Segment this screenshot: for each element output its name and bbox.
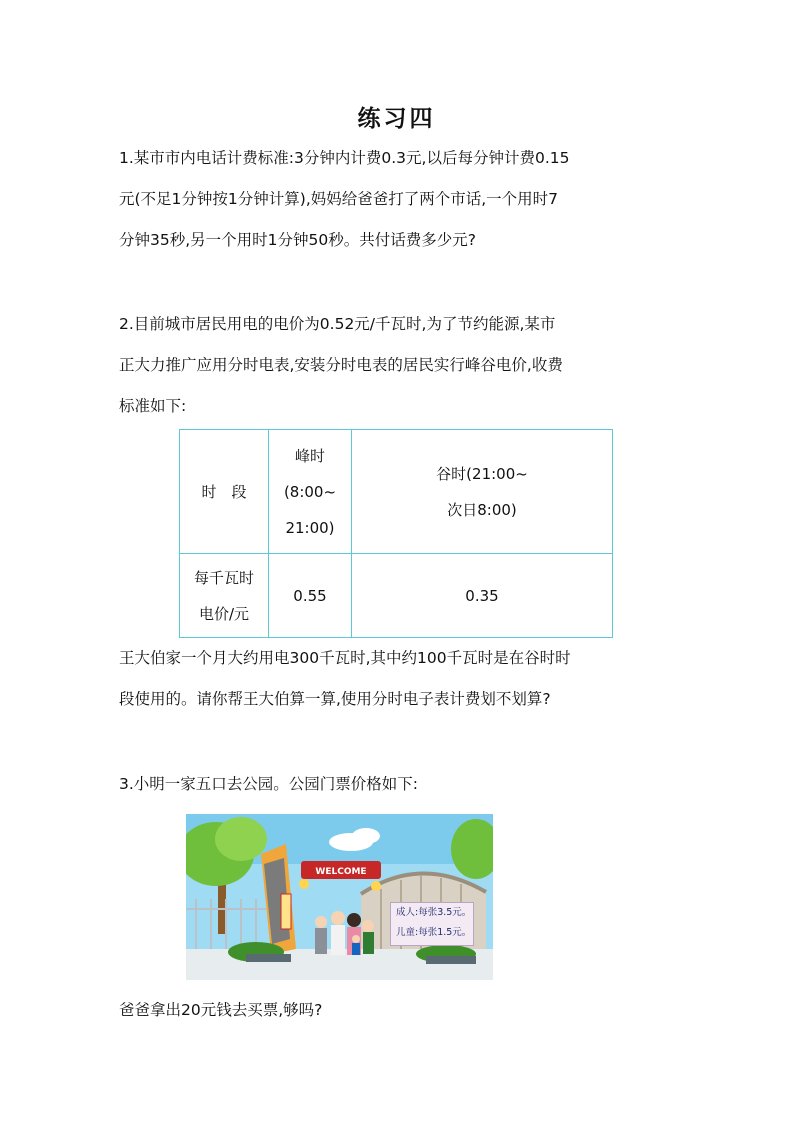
park-entrance-illustration <box>186 814 493 980</box>
question-1-line: 分钟35秒,另一个用时1分钟50秒。共付话费多少元? <box>119 231 476 249</box>
electricity-price-table <box>179 429 613 638</box>
page-title: 练习四 <box>357 105 436 132</box>
question-2-line: 标准如下: <box>119 397 187 415</box>
child-ticket-price: 儿童:每张1.5元。 <box>396 927 472 938</box>
question-2-line: 2.目前城市居民用电的电价为0.52元/千瓦时,为了节约能源,某市 <box>119 315 556 333</box>
time-period-header: 时 段 <box>180 430 269 554</box>
adult-ticket-price: 成人:每张3.5元。 <box>396 907 472 918</box>
question-1-line: 元(不足1分钟按1分钟计算),妈妈给爸爸打了两个市话,一个用时7 <box>119 190 559 208</box>
peak-price-cell: 0.55 <box>269 554 352 638</box>
valley-price-cell: 0.35 <box>352 554 613 638</box>
question-1 <box>119 138 679 261</box>
ticket-price-sign <box>390 902 474 946</box>
peak-period-header: 峰时 (8:00~ 21:00) <box>269 430 352 554</box>
question-3-intro: 3.小明一家五口去公园。公园门票价格如下: <box>119 775 419 793</box>
price-per-kwh-header: 每千瓦时 电价/元 <box>180 554 269 638</box>
question-2-question <box>119 638 679 720</box>
question-2-line: 正大力推广应用分时电表,安装分时电表的居民实行峰谷电价,收费 <box>119 356 563 374</box>
question-2-line: 王大伯家一个月大约用电300千瓦时,其中约100千瓦时是在谷时时 <box>119 649 571 667</box>
question-1-line: 1.某市市内电话计费标准:3分钟内计费0.3元,以后每分钟计费0.15 <box>119 149 570 167</box>
question-3-question: 爸爸拿出20元钱去买票,够吗? <box>119 1001 323 1019</box>
welcome-banner-text: WELCOME <box>315 867 367 877</box>
question-2-intro <box>119 304 679 427</box>
valley-period-header: 谷时(21:00~ 次日8:00) <box>352 430 613 554</box>
question-2-line: 段使用的。请你帮王大伯算一算,使用分时电子表计费划不划算? <box>119 690 551 708</box>
